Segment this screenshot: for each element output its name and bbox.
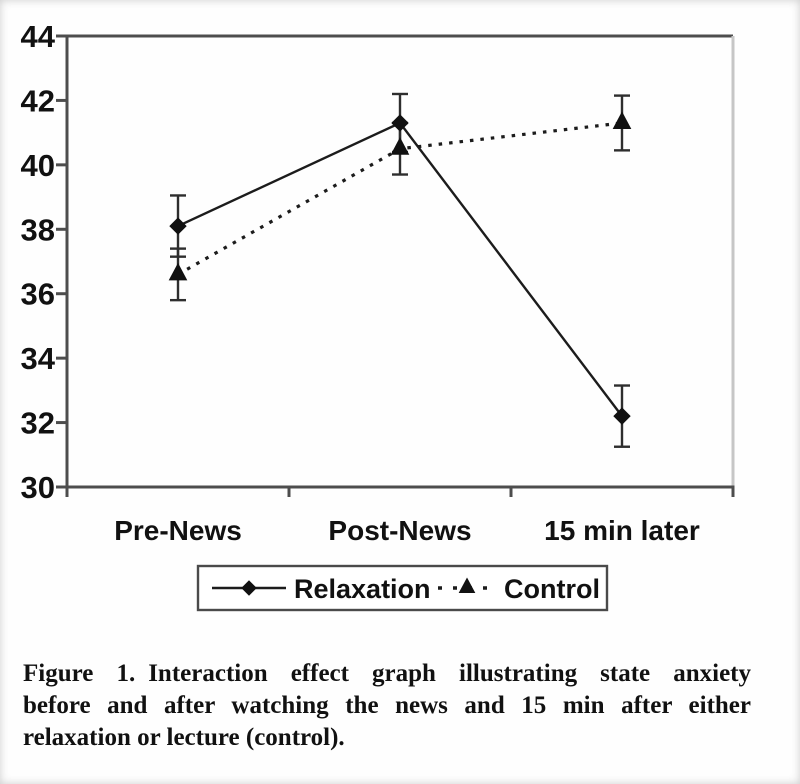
figure-caption (23, 658, 751, 754)
caption-line-1-text: Interaction effect graph illustrating state anxiety (148, 660, 751, 687)
triangle-marker (170, 264, 187, 280)
x-category-label: 15 min later (544, 515, 700, 546)
x-category-label: Post-News (328, 515, 472, 546)
y-tick-label: 34 (20, 341, 55, 377)
y-tick-label: 44 (20, 19, 55, 54)
chart-legend (198, 566, 607, 610)
triangle-marker (392, 138, 409, 154)
legend-control-label: Control (504, 574, 600, 604)
y-tick-label: 32 (20, 405, 55, 441)
y-tick-label: 36 (20, 276, 55, 312)
y-tick-label: 42 (20, 83, 55, 119)
caption-line-2: before and after watching the news and 15 min after either (23, 692, 751, 719)
x-category-label: Pre-News (114, 515, 242, 546)
y-tick-label: 30 (20, 470, 55, 505)
figure-number-label: Figure 1. (23, 660, 136, 687)
diamond-marker (170, 218, 186, 234)
triangle-marker (614, 112, 631, 128)
y-tick-label: 40 (20, 147, 55, 183)
legend-relaxation-label: Relaxation (294, 574, 431, 604)
caption-line-3: relaxation or lecture (control). (23, 724, 345, 751)
y-tick-label: 38 (20, 212, 55, 248)
caption-line-1 (23, 658, 751, 690)
